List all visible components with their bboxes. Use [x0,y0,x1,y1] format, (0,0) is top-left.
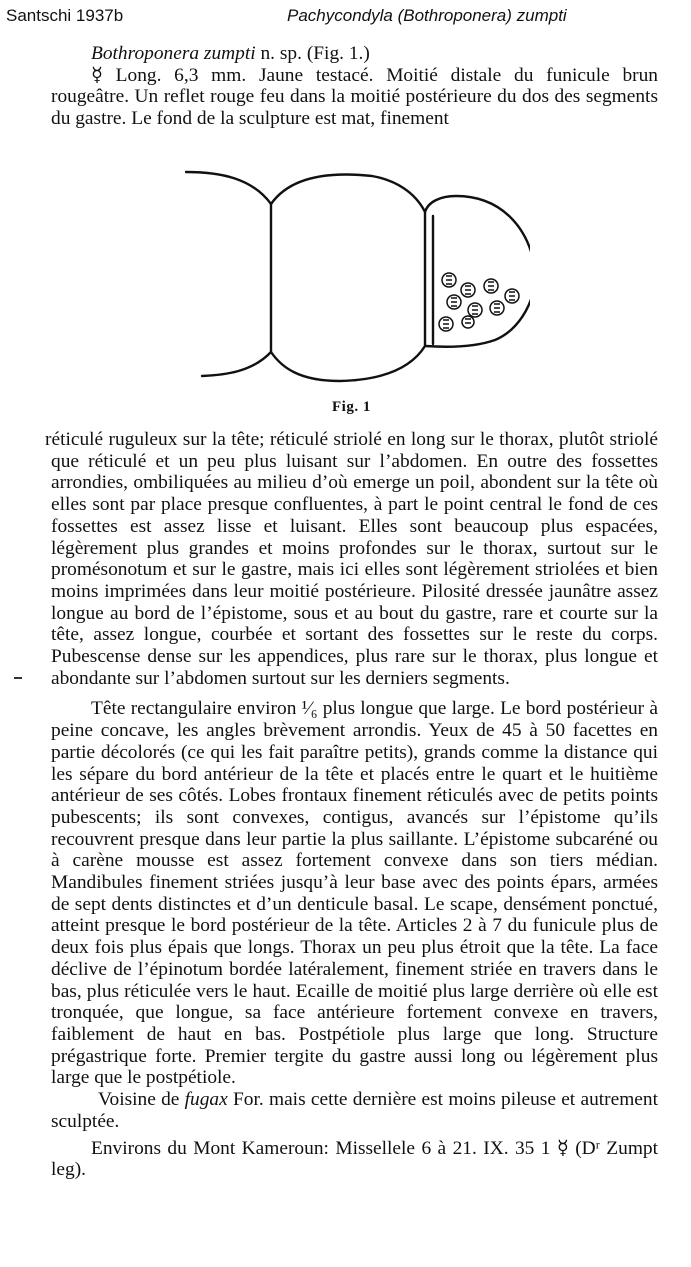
comparison-species: fugax [184,1089,228,1111]
gaster-segment [271,174,425,381]
species-heading [51,43,658,65]
header-taxon: Pachycondyla (Bothroponera) zumpti [287,6,567,25]
pits-cluster [439,273,519,331]
main-body [45,429,658,1181]
thorax-segment [186,172,271,376]
header-citation: Santschi 1937b [6,6,124,25]
comparison-pre: Voisine de [98,1089,185,1111]
figure-caption: Fig. 1 [332,399,371,415]
intro-block [51,43,658,130]
body-paragraph-2: Tête rectangulaire environ ¹⁄₆ plus longue que large. Le bord postérieur à peine concave, les angles brèvement arrondis. Yeux de 45 à 50 facettes en partie décolorés (ce qui les fait paraître petits), grands comme la distance qui les sépare du bord antérieur de la tête et placés entre le quart et le huitième antérieur de ses côtés. Lobes frontaux finement réticulés avec de petits points pubescents; ils sont convexes, contigus, avancés sur l’épistome qu’ils recouvrent presque dans leur partie la plus saillante. L’épistome subcaréné ou à carène mousse est assez fortement convexe dans son tiers médian. Mandibules finement striées jusqu’à leur base avec des points épars, armées de sept dents distinctes et d’un denticule basal. Le scape, densément ponctué, atteint presque le bord postérieur de la tête. Articles 2 à 7 du funicule plus de deux fois plus épais que longs. Thorax un peu plus étroit que la tête. La face déclive de l’épinotum bordée latéralement, finement striée en travers dans le bas, plus réticulée vers le haut. Ecaille de moitié plus large derrière où elle est tronquée, que longue, sa face antérieure fortement convexe en travers, faiblement de haut en bas. Postpétiole plus large que long. Structure prégastrique forte. Premier tergite du gastre aussi long ou légèrement plus large que le postpétiole. [51,698,658,1089]
head-segment [425,196,530,347]
body-paragraph-3 [51,1089,658,1132]
species-name: Bothroponera zumpti [91,43,256,64]
margin-mark [14,677,22,679]
figure-ant-drawing [185,166,530,384]
comparison-post: For. mais cette dernière est moins pileuse et autrement sculptée. [51,1089,658,1132]
locality-paragraph: Environs du Mont Kameroun: Missellele 6 à 21. IX. 35 1 ☿ (Dʳ Zumpt leg). [51,1137,658,1181]
species-description: ☿ Long. 6,3 mm. Jaune testacé. Moitié distale du funicule brun rougeâtre. Un reflet rouge feu dans la moitié postérieure du dos des segments du gastre. Le fond de la sculpture est mat, finement [51,64,658,130]
species-tail: n. sp. (Fig. 1.) [255,43,370,64]
body-paragraph-1: réticulé ruguleux sur la tête; réticulé striolé en long sur le thorax, plutôt striolé que réticulé et un peu plus luisant sur l’abdomen. En outre des fossettes arrondies, ombiliquées au milieu d’où emerge un poil, abondent sur la tête où elles sont par place presque confluentes, à part le point central le fond de ces fossettes est assez lisse et luisant. Elles sont beaucoup plus espacées, légèrement plus grandes et moins profondes sur le thorax, surtout sur le promésonotum et sur le gastre, mais ici elles sont légèrement striolées et bien moins imprimées dans leur moitié postérieure. Pilosité dressée jaunâtre assez longue au bord de l’épistome, sous et au bout du gastre, rare et courte sur la tête, assez longue, courbée et sortant des fossettes sur le reste du corps. Pubescense dense sur les appendices, plus rare sur le thorax, plus longue et abondante sur l’abdomen surtout sur les derniers segments. [45,429,658,689]
